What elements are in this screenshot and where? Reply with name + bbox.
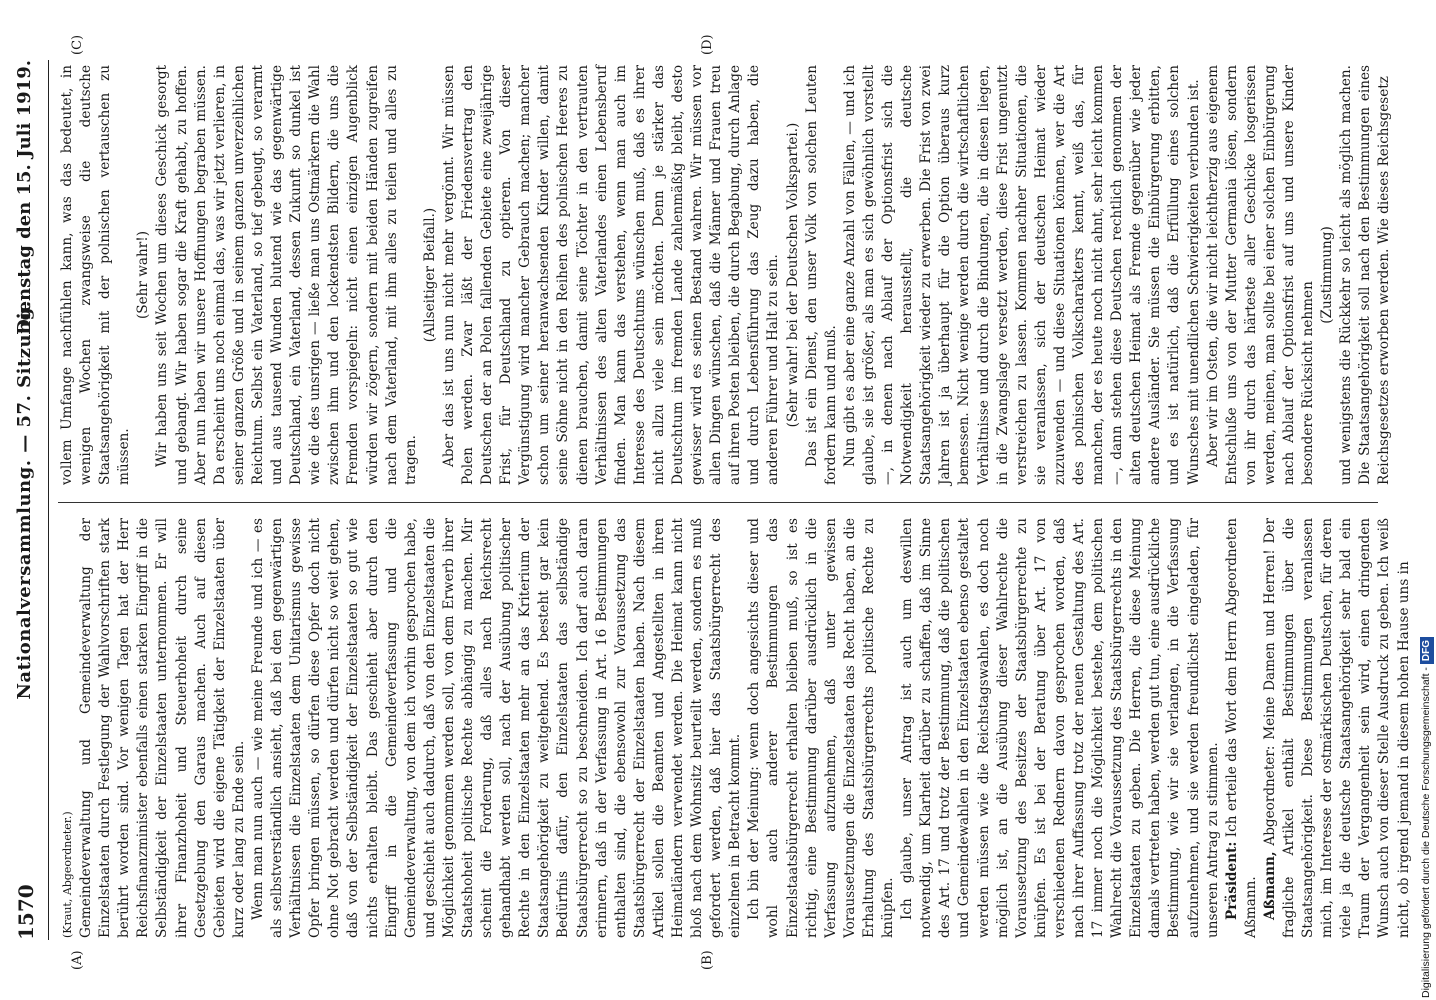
speaker-note: (Kraut, Abgeordneter.) [61,811,74,938]
reaction: (Zustimmung) [1319,226,1336,324]
reaction: (Sehr wahr! bei der Deutschen Volkspartei.) [784,122,801,428]
speaker-label: Aßmann, [1261,851,1278,920]
paragraph: Ich glaube, unser Antrag ist auch um deswillen notwendig, um Klarheit darüber zu schaffen, daß im Sinne des Art. 17 und trotz der Bestimmung, daß die politischen und Gemeindewahlen in den Einzelstaaten ebenso gestaltet werden müssen wie die Reichstagswahlen, es doch noch möglich ist, an die Ausübung dieser Wahlrechte die Voraussetzung des Besitzes der Staatsbürgerrechte zu knüpfen. Es ist bei der Beratung über Art. 17 von verschiedenen Rednern davon gesprochen worden, daß nach ihrer Auffassung trotz der neuen Gestaltung des Art. 17 immer noch die Möglichkeit bestehe, dem politischen Wahlrecht die Voraussetzung des Staatsbürgerrechts in den Einzelstaaten zu geben. Die Herren, die diese Meinung damals vertreten haben, werden gut tun, eine ausdrückliche Bestimmung, wie wir sie verlangen, in die Verfassung aufzunehmen, und sie werden freundlichst eingeladen, für unseren Antrag zu stimmen. [899,518,1221,938]
paragraph: Nun gibt es aber eine ganze Anzahl von Fällen, — und ich glaube, sie ist größer, als man es sich gewöhnlich vorstellt —, in denen nach Ablauf der Optionsfrist sich die Notwendigkeit herausstellt, die deutsche Staatsangehörigkeit wieder zu erwerben. Die Frist von zwei Jahren ist ja überhaupt für die Option überaus kurz bemessen. Nicht wenige werden durch die wirtschaftlichen Verhältnisse und durch die Bindungen, die in diesen liegen, in die Zwangslage versetzt werden, diese Frist ungenutzt verstreichen zu lassen. Kommen nachher Situationen, die sie veranlassen, sich der deutschen Heimat wieder zuzuwenden — und diese Situationen können, wer die Art des polnischen Volkscharakters kennt, weiß das, für manchen, der es heute noch nicht ahnt, sehr leicht kommen —, dann stehen diese Deutschen rechtlich genommen der alten deutschen Heimat als Fremde gegenüber wie jeder andere Ausländer. Sie müssen die Einbürgerung erbitten, und es ist natürlich, daß die Erfüllung eines solchen Wunsches mit unendlichen Schwierigkeiten verbunden ist. [841,65,1202,485]
digitization-stamp [1414,8,1434,998]
speech-text: Meine Damen und Herren! Der fragliche Artikel enthält Bestimmungen über die Staatsangehörigkeit. Diese Bestimmungen veranlassen mich, im Interesse der ostmärkischen Deutschen, für deren viele ja die deutsche Staatsangehörigkeit sehr bald ein Traum der Vergangenheit sein wird, einen dringenden Wunsch auch von dieser Stelle Ausdruck zu geben. Ich weiß nicht, ob irgend jemand in diesem hohen Hause uns in [1261,518,1412,938]
paragraph: Aber das ist uns nun nicht mehr vergönnt. Wir müssen Polen werden. Zwar läßt der Friedensvertrag den Deutschen der an Polen fallenden Gebiete eine zweijährige Frist, für Deutschland zu optieren. Von dieser Vergünstigung wird mancher Gebrauch machen; mancher schon um seiner heranwachsenden Kinder willen, damit seine Söhne nicht in den Reihen des polnischen Heeres zu dienen brauchen, damit seine Töchter in den vertrauten Verhältnissen des alten Vaterlandes einen Lebensberuf finden. Man kann das verstehen, wenn man auch im Interesse des Deutschtums wünschen muß, daß es ihrer nicht allzu viele sein möchten. Denn je stärker das Deutschtum im fremden Lande zahlenmäßig bleibt, desto gewisser wird es seinen Bestand wahren. Wir müssen vor allen Dingen wünschen, daß die Männer und Frauen treu auf ihren Posten bleiben, die durch Begabung, durch Anlage und durch Lebensführung das Zeug dazu haben, die anderen Führer und Halt zu sein. [440,65,782,485]
paragraph: Aber wir im Osten, die wir nicht leichtherzig aus eigenem Entschluße uns von der Mutter Germania lösen, sondern von ihr durch das härteste aller Geschicke losgerissen werden, meinen, man sollte bei einer solchen Einbürgerung nach Ablauf der Optionsfrist auf uns und unsere Kinder besondere Rücksicht nehmen [1204,65,1317,485]
paragraph: Gemeindeverwaltung und Gemeindeverwaltung der Einzelstaaten durch Festlegung der Wahlvorschriften stark berührt worden sind. Vor wenigen Tagen hat der Herr Reichsfinanzminister ebenfalls einen starken Eingriff in die Selbständigkeit der Einzelstaaten unternommen. Er will ihrer Finanzhoheit und Steuerhoheit durch seine Gesetzgebung den Garaus machen. Auch auf diesen Gebieten wird die eigene Tätigkeit der Einzelstaaten über kurz oder lang zu Ende sein. [78,518,247,938]
paragraph: vollem Umfange nachfühlen kann, was das bedeutet, in wenigen Wochen zwangsweise die deutsche Staatsangehörigkeit mit der polnischen vertauschen zu müssen. [59,65,133,485]
margin-label-a: (A) [70,950,85,970]
paragraph: Wir haben uns seit Wochen um dieses Geschick gesorgt und gebangt. Wir haben sogar die Kraft gehabt, zu hoffen. Aber nun haben wir unsere Hoffnungen begraben müssen. Da erscheint uns noch einmal das, was wir jetzt verlieren, in seiner ganzen Größe und in seinem ganzen unverzeihlichen Reichtum. Selbst ein Vaterland, so tief gebeugt, so verarmt und aus tausend Wunden blutend wie das gegenwärtige Deutschland, ein Vaterland, dessen Zukunft so dunkel ist wie die des unsrigen — ließe man uns Ostmärkern die Wahl zwischen ihm und den lockendsten Bildern, die uns die Fremden vorspiegeln: nicht einen einzigen Augenblick würden wir zögern, sondern mit beiden Händen zugreifen nach dem Vaterland, mit ihm alles zu teilen und alles zu tragen. [154,65,419,485]
page-number: 1570 [14,884,38,940]
right-text-column [58,65,1393,485]
session-title: Nationalversammlung. — 57. Sitzung. [14,300,35,700]
margin-label-d: (D) [700,34,715,55]
speaker-role: Abgeordneter: [1261,745,1278,846]
margin-label-b: (B) [700,950,715,970]
statement-text: Ich erteile das Wort dem Herrn Abgeordneten Aßmann. [1223,518,1259,938]
president-statement [1223,518,1261,938]
left-text-column [58,518,1412,938]
reaction: (Allseitiger Beifall.) [421,207,438,343]
reaction: (Sehr wahr!) [135,231,152,319]
paragraph: Wenn man nun auch — wie meine Freunde und ich — es als selbstverständlich ansieht, daß bei den gegenwärtigen Verhältnissen die Einzelstaaten dem Unitarismus gewisse Opfer bringen müssen, so dürfen diese Opfer doch nicht ohne Not gebracht werden und dürfen nicht so weit gehen, daß von der Selbständigkeit der Einzelstaaten so gut wie nichts erhalten bleibt. Das geschieht aber durch den Eingriff in die Gemeindeverfassung und die Gemeindeverwaltung, von dem ich vorhin gesprochen habe, und geschieht auch dadurch, daß von den Einzelstaaten die Möglichkeit genommen werden soll, von dem Erwerb ihrer Staatshoheit politische Rechte abhängig zu machen. Mir scheint die Forderung, daß alles nach Reichsrecht gehandhabt werden soll, nach der Ausübung politischer Rechte in den Einzelstaaten mehr an das Kriterium der Staatsangehörigkeit zu weitgehend. Es besteht gar kein Bedürfnis dafür, den Einzelstaaten das selbständige Staatsbürgerrecht so zu beschneiden. Ich darf auch daran erinnern, daß in der Verfassung in Art. 16 Bestimmungen enthalten sind, die ebensowohl zur Voraussetzung das Staatsbürgerrecht der Einzelstaaten haben. Nach diesem Artikel sollen die Beamten und Angestellten in ihren Heimatländern verwendet werden. Die Heimat kann nicht bloß nach dem Wohnsitz beurteilt werden, sondern es muß gefordert werden, daß hier das Staatsbürgerrecht des einzelnen in Betracht kommt. [249,518,744,938]
paragraph: Das ist ein Dienst, den unser Volk von solchen Leuten fordern kann und muß. [803,65,839,485]
assmann-speech [1261,518,1414,938]
speaker-label: Präsident: [1223,841,1240,920]
session-date: Dienstag den 15. Juli 1919. [14,60,35,335]
column-divider [58,502,1378,503]
paragraph: Ich bin der Meinung: wenn doch angesichts dieser und wohl auch anderer Bestimmungen das Einzelstaatsbürgerrecht erhalten bleiben muß, so ist es richtig, eine Bestimmung darüber ausdrücklich in die Verfassung aufzunehmen, daß unter gewissen Voraussetzungen die Einzelstaaten das Recht haben, an die Erhaltung des Staatsbürgerrechts politische Rechte zu knüpfen. [746,518,897,938]
page-header [0,60,49,940]
margin-label-c: (C) [70,34,85,55]
paragraph: und wenigstens die Rückkehr so leicht als möglich machen. Die Staatsangehörigkeit soll nach den Bestimmungen eines Reichsgesetzes erworben werden. Wie dieses Reichsgesetz [1338,65,1393,485]
stamp-text: Digitalisierung gefördert durch die Deutsche Forschungsgemeinschaft - [1420,667,1432,998]
dfg-logo: DFG [1420,637,1434,664]
